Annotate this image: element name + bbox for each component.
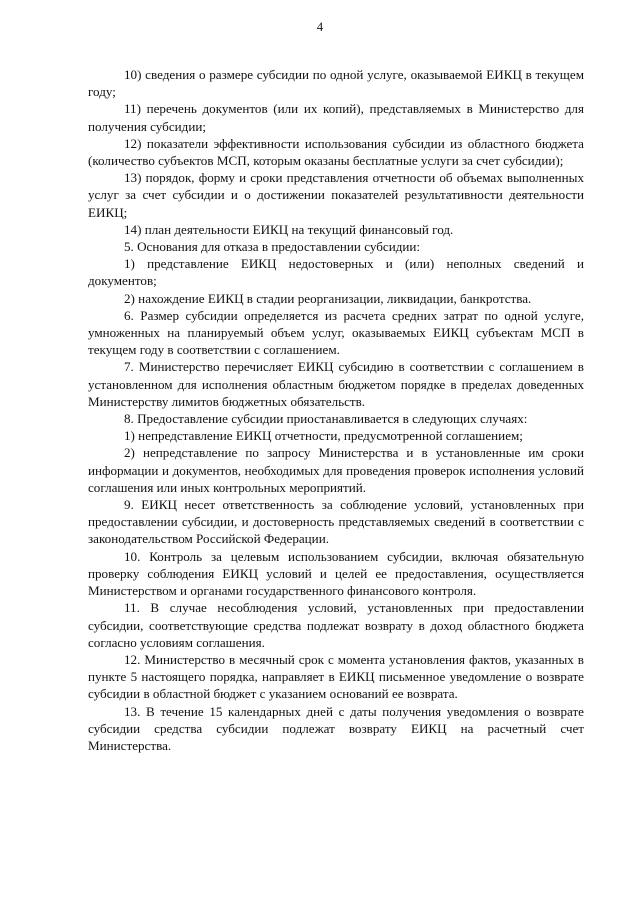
- paragraph-section-9: 9. ЕИКЦ несет ответственность за соблюдение условий, установленных при предоставлении субсидии, и достоверность представляемых сведений в соответствии с законодательством Российской Федерации.: [88, 497, 584, 547]
- paragraph-section-13: 13. В течение 15 календарных дней с даты получения уведомления о возврате субсидии средства субсидии подлежат возврату ЕИКЦ на расчетный счет Министерства.: [88, 703, 584, 753]
- paragraph-section-5-item-2: 2) нахождение ЕИКЦ в стадии реорганизации, ликвидации, банкротства.: [124, 290, 532, 306]
- paragraph-section-6: 6. Размер субсидии определяется из расчета средних затрат по одной услуге, умноженных на планируемый объем услуг, оказываемых ЕИКЦ субъектам МСП в текущем году в соответствии с соглашением.: [88, 307, 584, 358]
- paragraph-section-7: 7. Министерство перечисляет ЕИКЦ субсидию в соответствии с соглашением в установленном для исполнения областным бюджетом порядке в пределах доведенных Министерству лимитов бюджетных обязательств.: [88, 359, 584, 409]
- paragraph-section-11: 11. В случае несоблюдения условий, установленных при предоставлении субсидии, соответствующие средства подлежат возврату в доход областного бюджета согласно условиям соглашения.: [88, 600, 584, 650]
- paragraph-item-10: 10) сведения о размере субсидии по одной услуге, оказываемой ЕИКЦ в текущем году;: [88, 67, 584, 100]
- paragraph-section-8-item-1: 1) непредставление ЕИКЦ отчетности, предусмотренной соглашением;: [124, 428, 523, 444]
- paragraph-section-8: 8. Предоставление субсидии приостанавливается в следующих случаях:: [124, 411, 528, 427]
- paragraph-section-8-item-2: 2) непредставление по запросу Министерства и в установленные им сроки информации и документов, необходимых для проведения проверок исполнения условий соглашения или иных контрольных мероприятий.: [88, 445, 584, 495]
- paragraph-section-12: 12. Министерство в месячный срок с момента установления фактов, указанных в пункте 5 настоящего порядка, направляет в ЕИКЦ письменное уведомление о возврате субсидии в областной бюджет с указанием оснований ее возврата.: [88, 651, 584, 702]
- paragraph-item-11: 11) перечень документов (или их копий), представляемых в Министерство для получения субсидии;: [88, 101, 584, 134]
- page-number: 4: [316, 20, 324, 34]
- paragraph-section-5-item-1: 1) представление ЕИКЦ недостоверных и (или) неполных сведений и документов;: [88, 256, 584, 289]
- paragraph-section-10: 10. Контроль за целевым использованием субсидии, включая обязательную проверку соблюдения ЕИКЦ условий и целей ее предоставления, осуществляется Министерством и органами государственного финансового контроля.: [88, 548, 584, 599]
- paragraph-section-5: 5. Основания для отказа в предоставлении субсидии:: [124, 239, 421, 255]
- paragraph-item-12: 12) показатели эффективности использования субсидии из областного бюджета (количество субъектов МСП, которым оказаны бесплатные услуги за счет субсидии);: [88, 135, 584, 169]
- paragraph-item-14: 14) план деятельности ЕИКЦ на текущий финансовый год.: [124, 221, 454, 237]
- paragraph-item-13: 13) порядок, форму и сроки представления отчетности об объемах выполненных услуг за счет субсидии и о достижении показателей результативности деятельности ЕИКЦ;: [88, 170, 584, 220]
- document-body: [88, 66, 584, 754]
